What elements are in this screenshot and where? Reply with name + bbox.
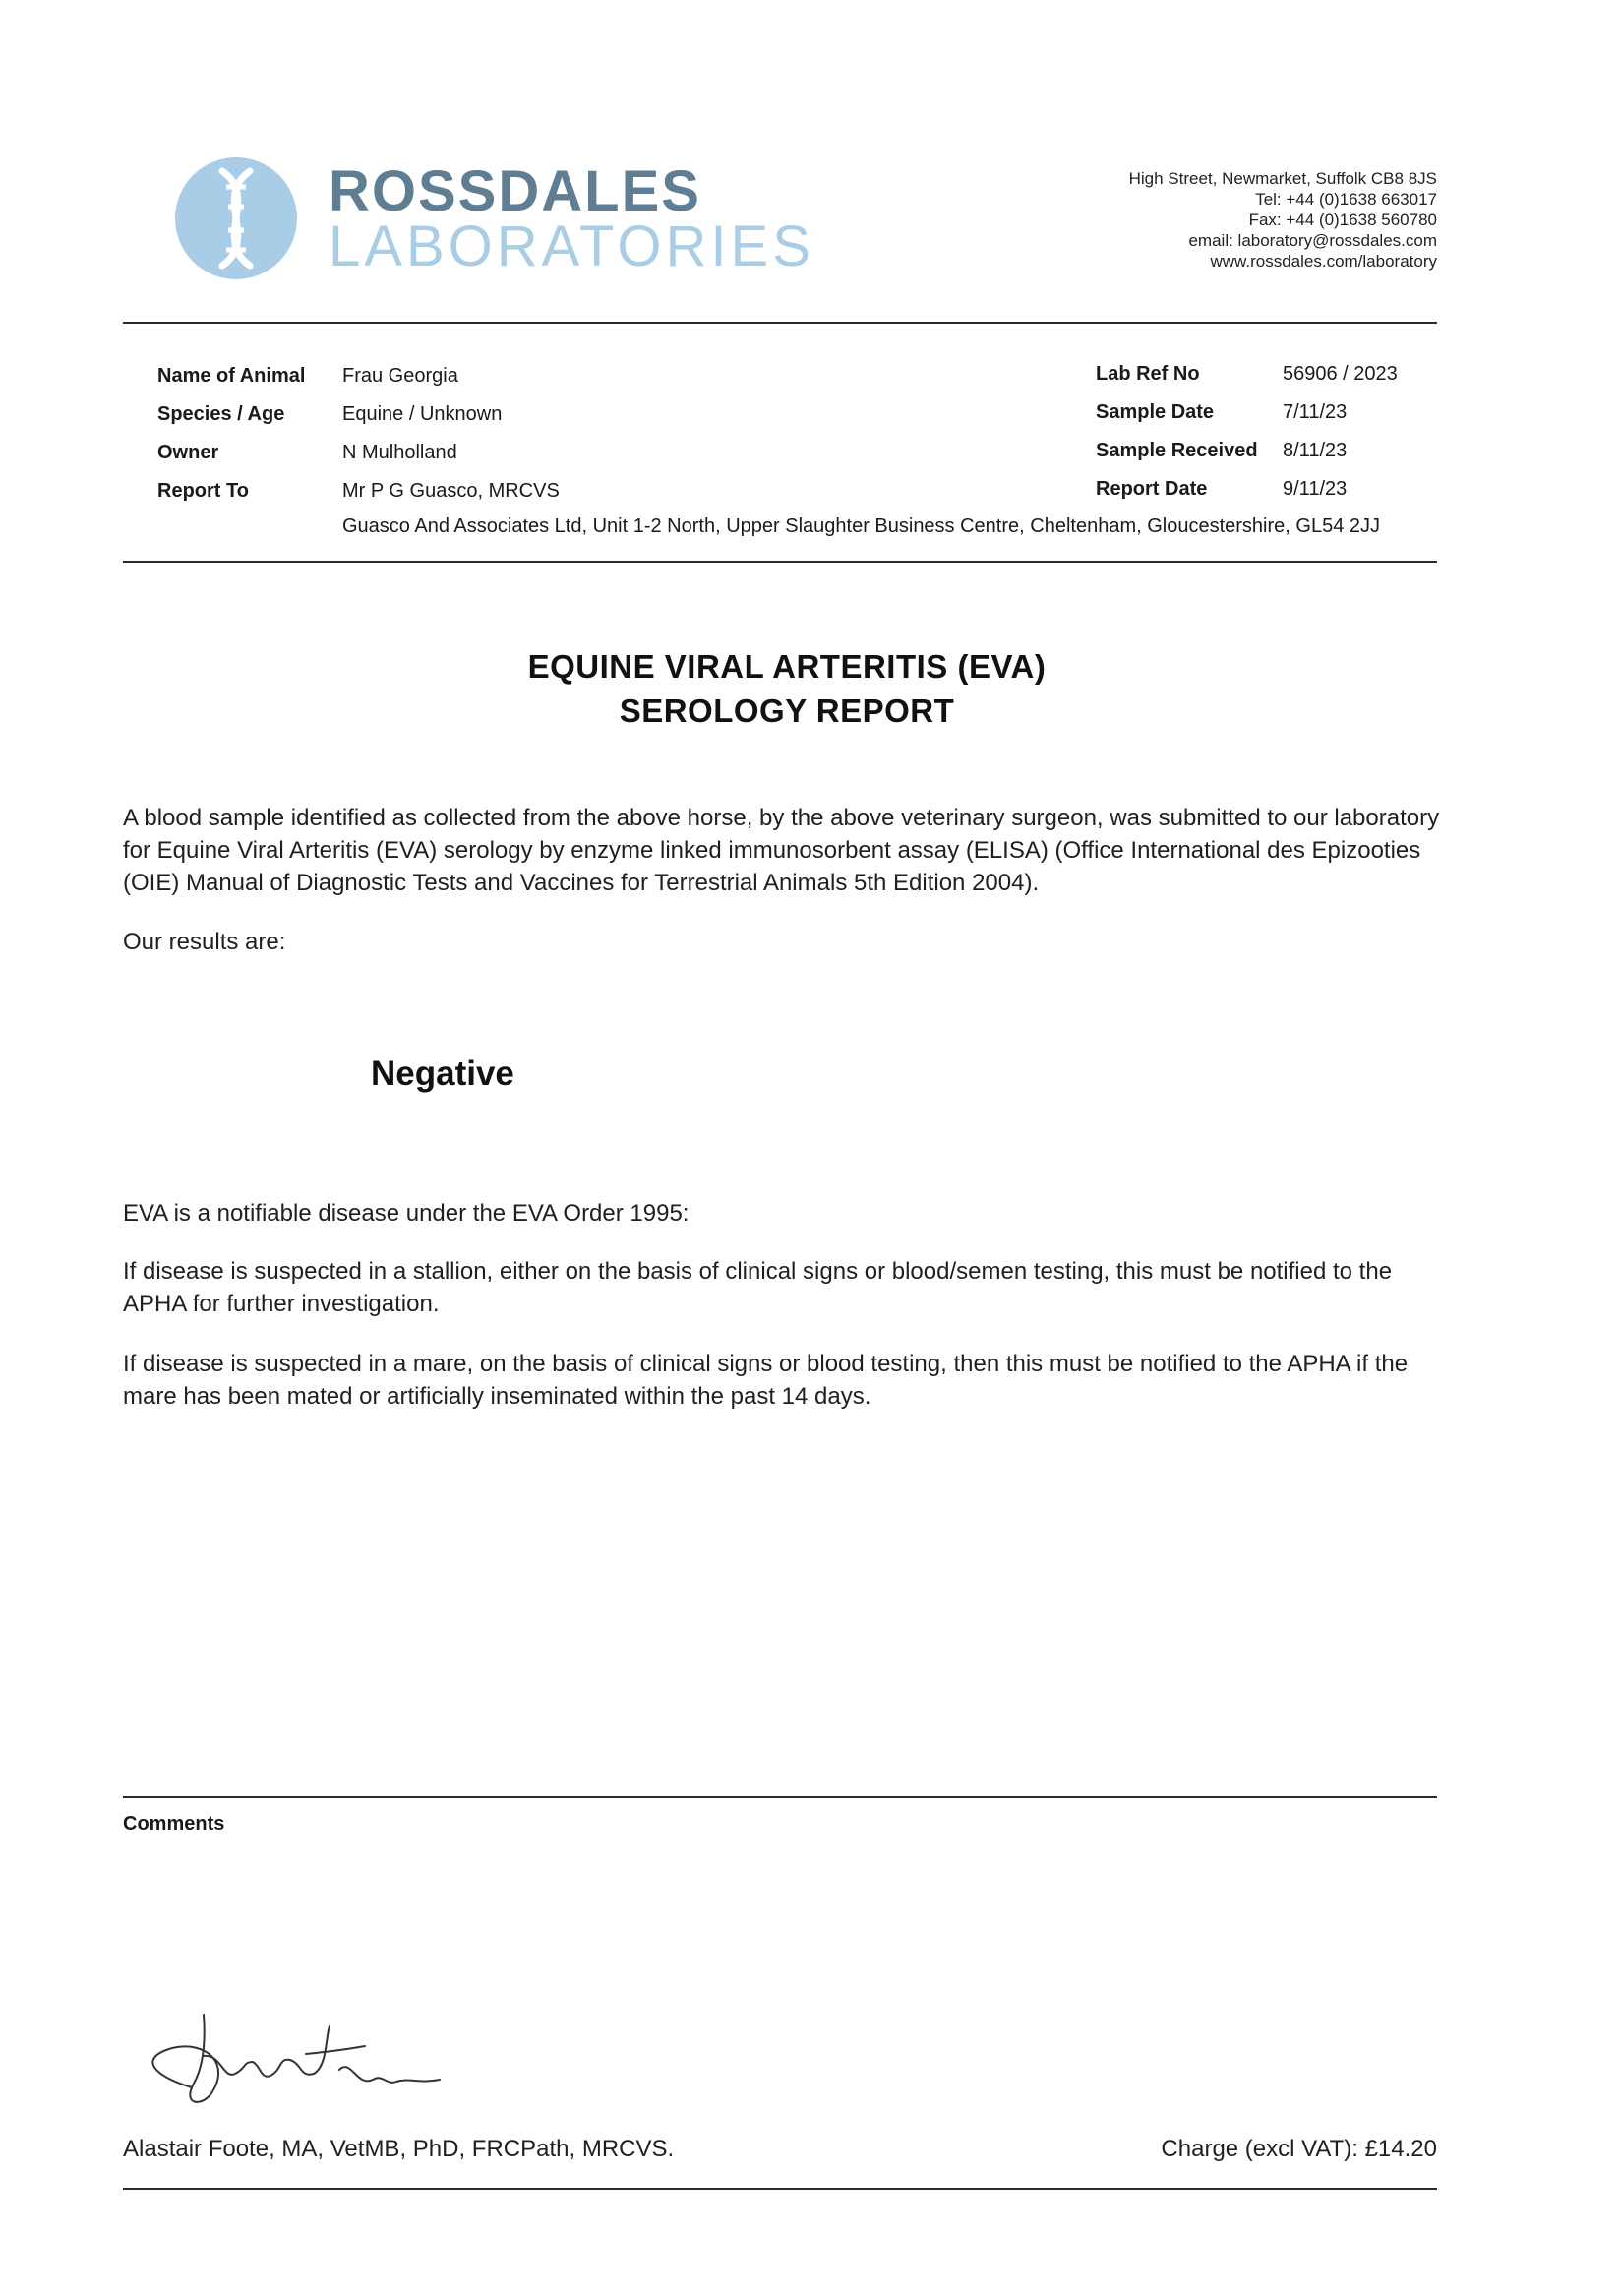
owner-value: N Mulholland xyxy=(342,442,457,463)
sample-received-value: 8/11/23 xyxy=(1283,440,1348,461)
contact-tel: Tel: +44 (0)1638 663017 xyxy=(1255,190,1437,209)
logo-dna-icon xyxy=(175,157,297,279)
report-title-line1: EQUINE VIRAL ARTERITIS (EVA) xyxy=(527,648,1047,685)
logo-subtitle: LABORATORIES xyxy=(329,214,814,278)
sample-received-label: Sample Received xyxy=(1096,440,1258,461)
name-label: Name of Animal xyxy=(157,365,306,387)
signatory-name: Alastair Foote, MA, VetMB, PhD, FRCPath, MRCVS. xyxy=(123,2136,675,2162)
results-intro: Our results are: xyxy=(123,929,286,955)
signature xyxy=(133,1997,467,2125)
contact-fax: Fax: +44 (0)1638 560780 xyxy=(1248,211,1437,229)
report-to-value: Mr P G Guasco, MRCVS xyxy=(342,480,560,502)
comments-label: Comments xyxy=(123,1813,225,1835)
sample-date-label: Sample Date xyxy=(1096,401,1215,423)
notifiable-statement: EVA is a notifiable disease under the EVA Order 1995: xyxy=(123,1200,690,1227)
report-title-line2: SEROLOGY REPORT xyxy=(619,693,955,729)
intro-paragraph: A blood sample identified as collected from the above horse, by the above veterinary surgeon, was submitted to our laboratory for Equine Viral Arteritis (EVA) serology by enzyme linked immunosorbent assay (ELISA) (Office International des Epizooties (OIE) Manual of Diagnostic Tests and Vaccines for Terrestrial Animals 5th Edition 2004). xyxy=(123,805,1440,896)
footer-divider xyxy=(123,2188,1437,2190)
animal-name: Frau Georgia xyxy=(342,365,458,387)
contact-address: High Street, Newmarket, Suffolk CB8 8JS xyxy=(1128,169,1437,188)
report-date-value: 9/11/23 xyxy=(1283,478,1348,500)
owner-label: Owner xyxy=(157,442,219,463)
contact-email: email: laboratory@rossdales.com xyxy=(1188,231,1437,250)
report-date-label: Report Date xyxy=(1096,478,1208,500)
mare-note: If disease is suspected in a mare, on the basis of clinical signs or blood testing, then this must be notified to the APHA if the mare has been mated or artificially inseminated within the past 14 days. xyxy=(123,1351,1409,1410)
charge-amount: Charge (excl VAT): £14.20 xyxy=(1161,2136,1437,2162)
species-label: Species / Age xyxy=(157,403,285,425)
stallion-note: If disease is suspected in a stallion, either on the basis of clinical signs or blood/semen testing, this must be notified to the APHA for further investigation. xyxy=(123,1258,1393,1317)
comments-divider xyxy=(123,1796,1437,1798)
contact-block xyxy=(1129,168,1437,272)
logo-title: ROSSDALES xyxy=(329,159,701,223)
species-value: Equine / Unknown xyxy=(342,403,503,425)
header-divider xyxy=(123,322,1437,324)
report-to-address: Guasco And Associates Ltd, Unit 1-2 North, Upper Slaughter Business Centre, Cheltenham, Gloucestershire, GL54 2JJ xyxy=(342,515,1380,537)
sample-date-value: 7/11/23 xyxy=(1283,401,1348,423)
result-value: Negative xyxy=(371,1055,514,1093)
lab-ref-label: Lab Ref No xyxy=(1096,363,1200,385)
report-to-label: Report To xyxy=(157,480,249,502)
lab-ref-value: 56906 / 2023 xyxy=(1283,363,1398,385)
info-divider xyxy=(123,561,1437,563)
contact-website: www.rossdales.com/laboratory xyxy=(1210,252,1437,271)
